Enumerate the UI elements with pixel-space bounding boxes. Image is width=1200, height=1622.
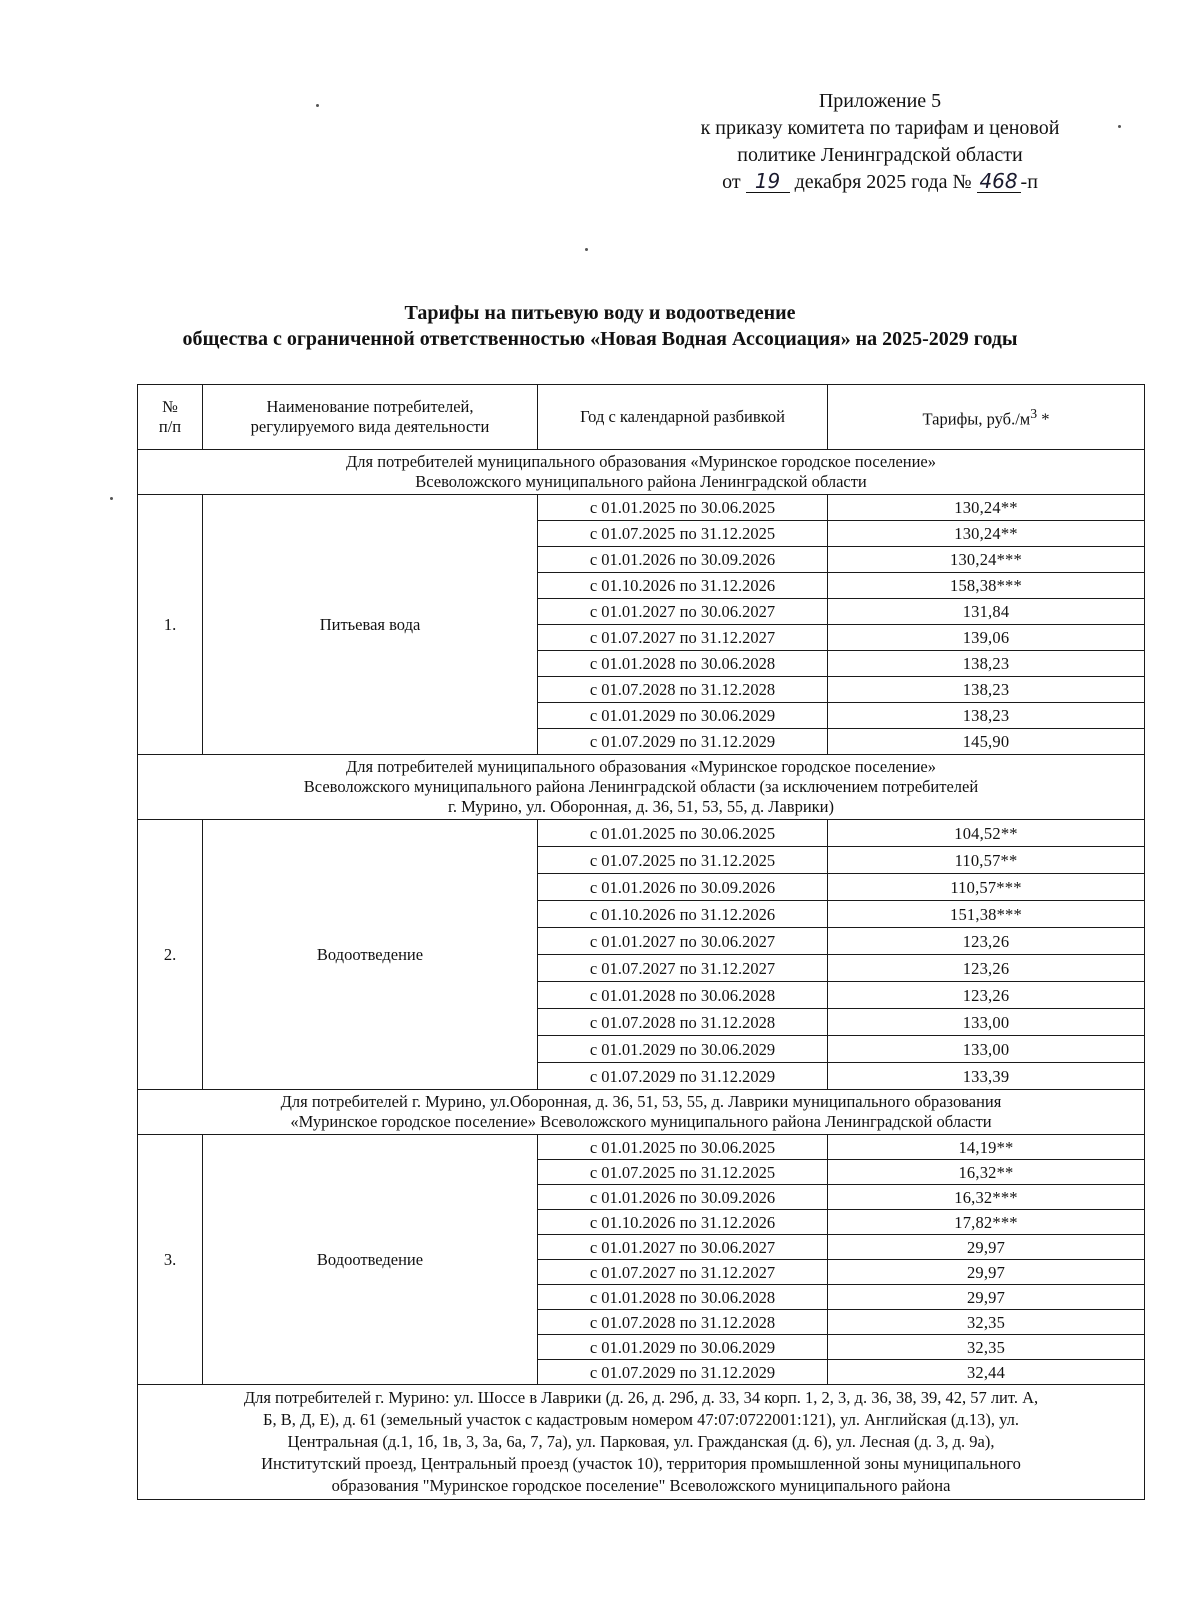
tariff-cell: 145,90 — [828, 729, 1145, 755]
section-heading-line: Для потребителей муниципального образования «Муринское городское поселение» — [346, 452, 936, 471]
tariff-cell: 110,57** — [828, 847, 1145, 874]
service-name: Питьевая вода — [203, 495, 538, 755]
footer-consumer-list — [138, 1385, 1145, 1500]
committee-line: политике Ленинградской области — [737, 144, 1023, 166]
period-cell: с 01.07.2027 по 31.12.2027 — [538, 625, 828, 651]
order-date-line — [600, 169, 1160, 196]
table-row — [138, 495, 1145, 521]
section-heading-line: Всеволожского муниципального района Ленинградской области (за исключением потребителей — [303, 777, 979, 796]
tariff-cell: 104,52** — [828, 820, 1145, 847]
period-cell: с 01.01.2025 по 30.06.2025 — [538, 1135, 828, 1160]
tariff-cell: 130,24** — [828, 521, 1145, 547]
section-heading — [138, 450, 1145, 495]
period-cell: с 01.01.2025 по 30.06.2025 — [538, 820, 828, 847]
period-cell: с 01.01.2027 по 30.06.2027 — [538, 599, 828, 625]
section-heading-row — [138, 1090, 1145, 1135]
tariff-cell: 133,39 — [828, 1063, 1145, 1090]
tariff-cell: 123,26 — [828, 928, 1145, 955]
footer-line: Б, В, Д, Е), д. 61 (земельный участок с кадастровым номером 47:07:0722001:121), ул. Английская (д.13), ул. — [263, 1410, 1019, 1429]
tariff-cell: 138,23 — [828, 677, 1145, 703]
tariff-cell: 110,57*** — [828, 874, 1145, 901]
period-cell: с 01.07.2029 по 31.12.2029 — [538, 1063, 828, 1090]
tariff-cell: 29,97 — [828, 1235, 1145, 1260]
period-cell: с 01.07.2028 по 31.12.2028 — [538, 677, 828, 703]
document-title — [60, 300, 1140, 352]
handwritten-order-number: 468 — [977, 170, 1021, 193]
tariff-cell: 131,84 — [828, 599, 1145, 625]
tariff-cell: 29,97 — [828, 1285, 1145, 1310]
section-heading-line: г. Мурино, ул. Оборонная, д. 36, 51, 53, 55, д. Лаврики) — [448, 797, 834, 816]
period-cell: с 01.10.2026 по 31.12.2026 — [538, 901, 828, 928]
section-heading — [138, 1090, 1145, 1135]
title-line-1: Тарифы на питьевую воду и водоотведение — [404, 302, 796, 324]
column-header-period: Год с календарной разбивкой — [538, 385, 828, 450]
footer-row — [138, 1385, 1145, 1500]
scan-speck — [1118, 125, 1121, 128]
section-heading-line: Для потребителей муниципального образования «Муринское городское поселение» — [346, 757, 936, 776]
period-cell: с 01.01.2028 по 30.06.2028 — [538, 1285, 828, 1310]
tariff-cell: 32,44 — [828, 1360, 1145, 1385]
period-cell: с 01.07.2025 по 31.12.2025 — [538, 521, 828, 547]
column-header-number-line-1: № — [162, 397, 178, 416]
tariff-cell: 32,35 — [828, 1335, 1145, 1360]
period-cell: с 01.01.2027 по 30.06.2027 — [538, 1235, 828, 1260]
period-cell: с 01.01.2029 по 30.06.2029 — [538, 1036, 828, 1063]
number-suffix: -п — [1020, 171, 1038, 193]
appendix-number: Приложение 5 — [818, 90, 942, 112]
tariff-cell: 123,26 — [828, 982, 1145, 1009]
section-heading-line: «Муринское городское поселение» Всеволожского муниципального района Ленинградской области — [290, 1112, 992, 1131]
column-header-name — [203, 385, 538, 450]
tariffs-table — [137, 384, 1145, 1500]
tariff-cell: 139,06 — [828, 625, 1145, 651]
tariff-cell: 133,00 — [828, 1036, 1145, 1063]
tariff-cell: 29,97 — [828, 1260, 1145, 1285]
period-cell: с 01.01.2027 по 30.06.2027 — [538, 928, 828, 955]
column-header-name-line-1: Наименование потребителей, — [266, 397, 474, 416]
service-name: Водоотведение — [203, 820, 538, 1090]
title-line-2: общества с ограниченной ответственностью «Новая Водная Ассоциация» на 2025-2029 годы — [182, 328, 1018, 350]
tariff-cell: 138,23 — [828, 651, 1145, 677]
section-heading-row — [138, 450, 1145, 495]
tariff-cell: 151,38*** — [828, 901, 1145, 928]
period-cell: с 01.01.2026 по 30.09.2026 — [538, 1185, 828, 1210]
rate-header-superscript: 3 — [1030, 406, 1038, 422]
period-cell: с 01.07.2029 по 31.12.2029 — [538, 729, 828, 755]
item-number: 3. — [138, 1135, 203, 1385]
item-number: 1. — [138, 495, 203, 755]
column-header-rate — [828, 385, 1145, 450]
period-cell: с 01.01.2028 по 30.06.2028 — [538, 651, 828, 677]
period-cell: с 01.01.2026 по 30.09.2026 — [538, 874, 828, 901]
section-heading-line: Для потребителей г. Мурино, ул.Оборонная, д. 36, 51, 53, 55, д. Лаврики муниципального образования — [280, 1092, 1002, 1111]
tariff-cell: 14,19** — [828, 1135, 1145, 1160]
period-cell: с 01.07.2029 по 31.12.2029 — [538, 1360, 828, 1385]
table-row — [138, 1135, 1145, 1160]
tariff-cell: 130,24*** — [828, 547, 1145, 573]
handwritten-day: 19 — [746, 170, 790, 193]
period-cell: с 01.01.2028 по 30.06.2028 — [538, 982, 828, 1009]
appendix-header — [600, 88, 1160, 196]
period-cell: с 01.07.2027 по 31.12.2027 — [538, 1260, 828, 1285]
footer-line: Институтский проезд, Центральный проезд (участок 10), территория промышленной зоны муниципального — [261, 1454, 1021, 1473]
period-cell: с 01.07.2028 по 31.12.2028 — [538, 1009, 828, 1036]
table-row — [138, 820, 1145, 847]
tariff-cell: 158,38*** — [828, 573, 1145, 599]
tariff-cell: 133,00 — [828, 1009, 1145, 1036]
period-cell: с 01.01.2025 по 30.06.2025 — [538, 495, 828, 521]
tariff-cell: 130,24** — [828, 495, 1145, 521]
column-header-name-line-2: регулируемого вида деятельности — [250, 417, 490, 436]
order-reference-line: к приказу комитета по тарифам и ценовой — [700, 117, 1060, 139]
footer-line: образования "Муринское городское поселение" Всеволожского муниципального района — [331, 1476, 951, 1495]
footer-line: Для потребителей г. Мурино: ул. Шоссе в Лаврики (д. 26, д. 29б, д. 33, 34 корп. 1, 2, 3, д. 36, 38, 39, 42, 57 лит. А, — [243, 1388, 1039, 1407]
period-cell: с 01.01.2026 по 30.09.2026 — [538, 547, 828, 573]
item-number: 2. — [138, 820, 203, 1090]
tariff-cell: 16,32*** — [828, 1185, 1145, 1210]
section-heading — [138, 755, 1145, 820]
tariff-cell: 16,32** — [828, 1160, 1145, 1185]
date-middle: декабря 2025 года № — [794, 171, 972, 193]
section-heading-line: Всеволожского муниципального района Ленинградской области — [415, 472, 867, 491]
table-header-row — [138, 385, 1145, 450]
rate-header-text: Тарифы, руб./м — [922, 409, 1031, 429]
period-cell: с 01.10.2026 по 31.12.2026 — [538, 573, 828, 599]
period-cell: с 01.10.2026 по 31.12.2026 — [538, 1210, 828, 1235]
section-heading-row — [138, 755, 1145, 820]
date-prefix: от — [722, 171, 741, 193]
scan-speck — [585, 248, 588, 251]
column-header-number — [138, 385, 203, 450]
rate-header-asterisk: * — [1037, 409, 1050, 429]
period-cell: с 01.07.2025 по 31.12.2025 — [538, 847, 828, 874]
period-cell: с 01.01.2029 по 30.06.2029 — [538, 1335, 828, 1360]
service-name: Водоотведение — [203, 1135, 538, 1385]
period-cell: с 01.01.2029 по 30.06.2029 — [538, 703, 828, 729]
period-cell: с 01.07.2028 по 31.12.2028 — [538, 1310, 828, 1335]
scan-speck — [110, 497, 113, 500]
tariff-cell: 138,23 — [828, 703, 1145, 729]
scan-speck — [316, 104, 319, 107]
tariff-cell: 32,35 — [828, 1310, 1145, 1335]
footer-line: Центральная (д.1, 1б, 1в, 3, 3а, 6а, 7, 7а), ул. Парковая, ул. Гражданская (д. 6), ул. Лесная (д. 3, д. 9а), — [287, 1432, 995, 1451]
tariff-cell: 17,82*** — [828, 1210, 1145, 1235]
period-cell: с 01.07.2027 по 31.12.2027 — [538, 955, 828, 982]
tariff-cell: 123,26 — [828, 955, 1145, 982]
column-header-number-line-2: п/п — [158, 417, 182, 436]
period-cell: с 01.07.2025 по 31.12.2025 — [538, 1160, 828, 1185]
